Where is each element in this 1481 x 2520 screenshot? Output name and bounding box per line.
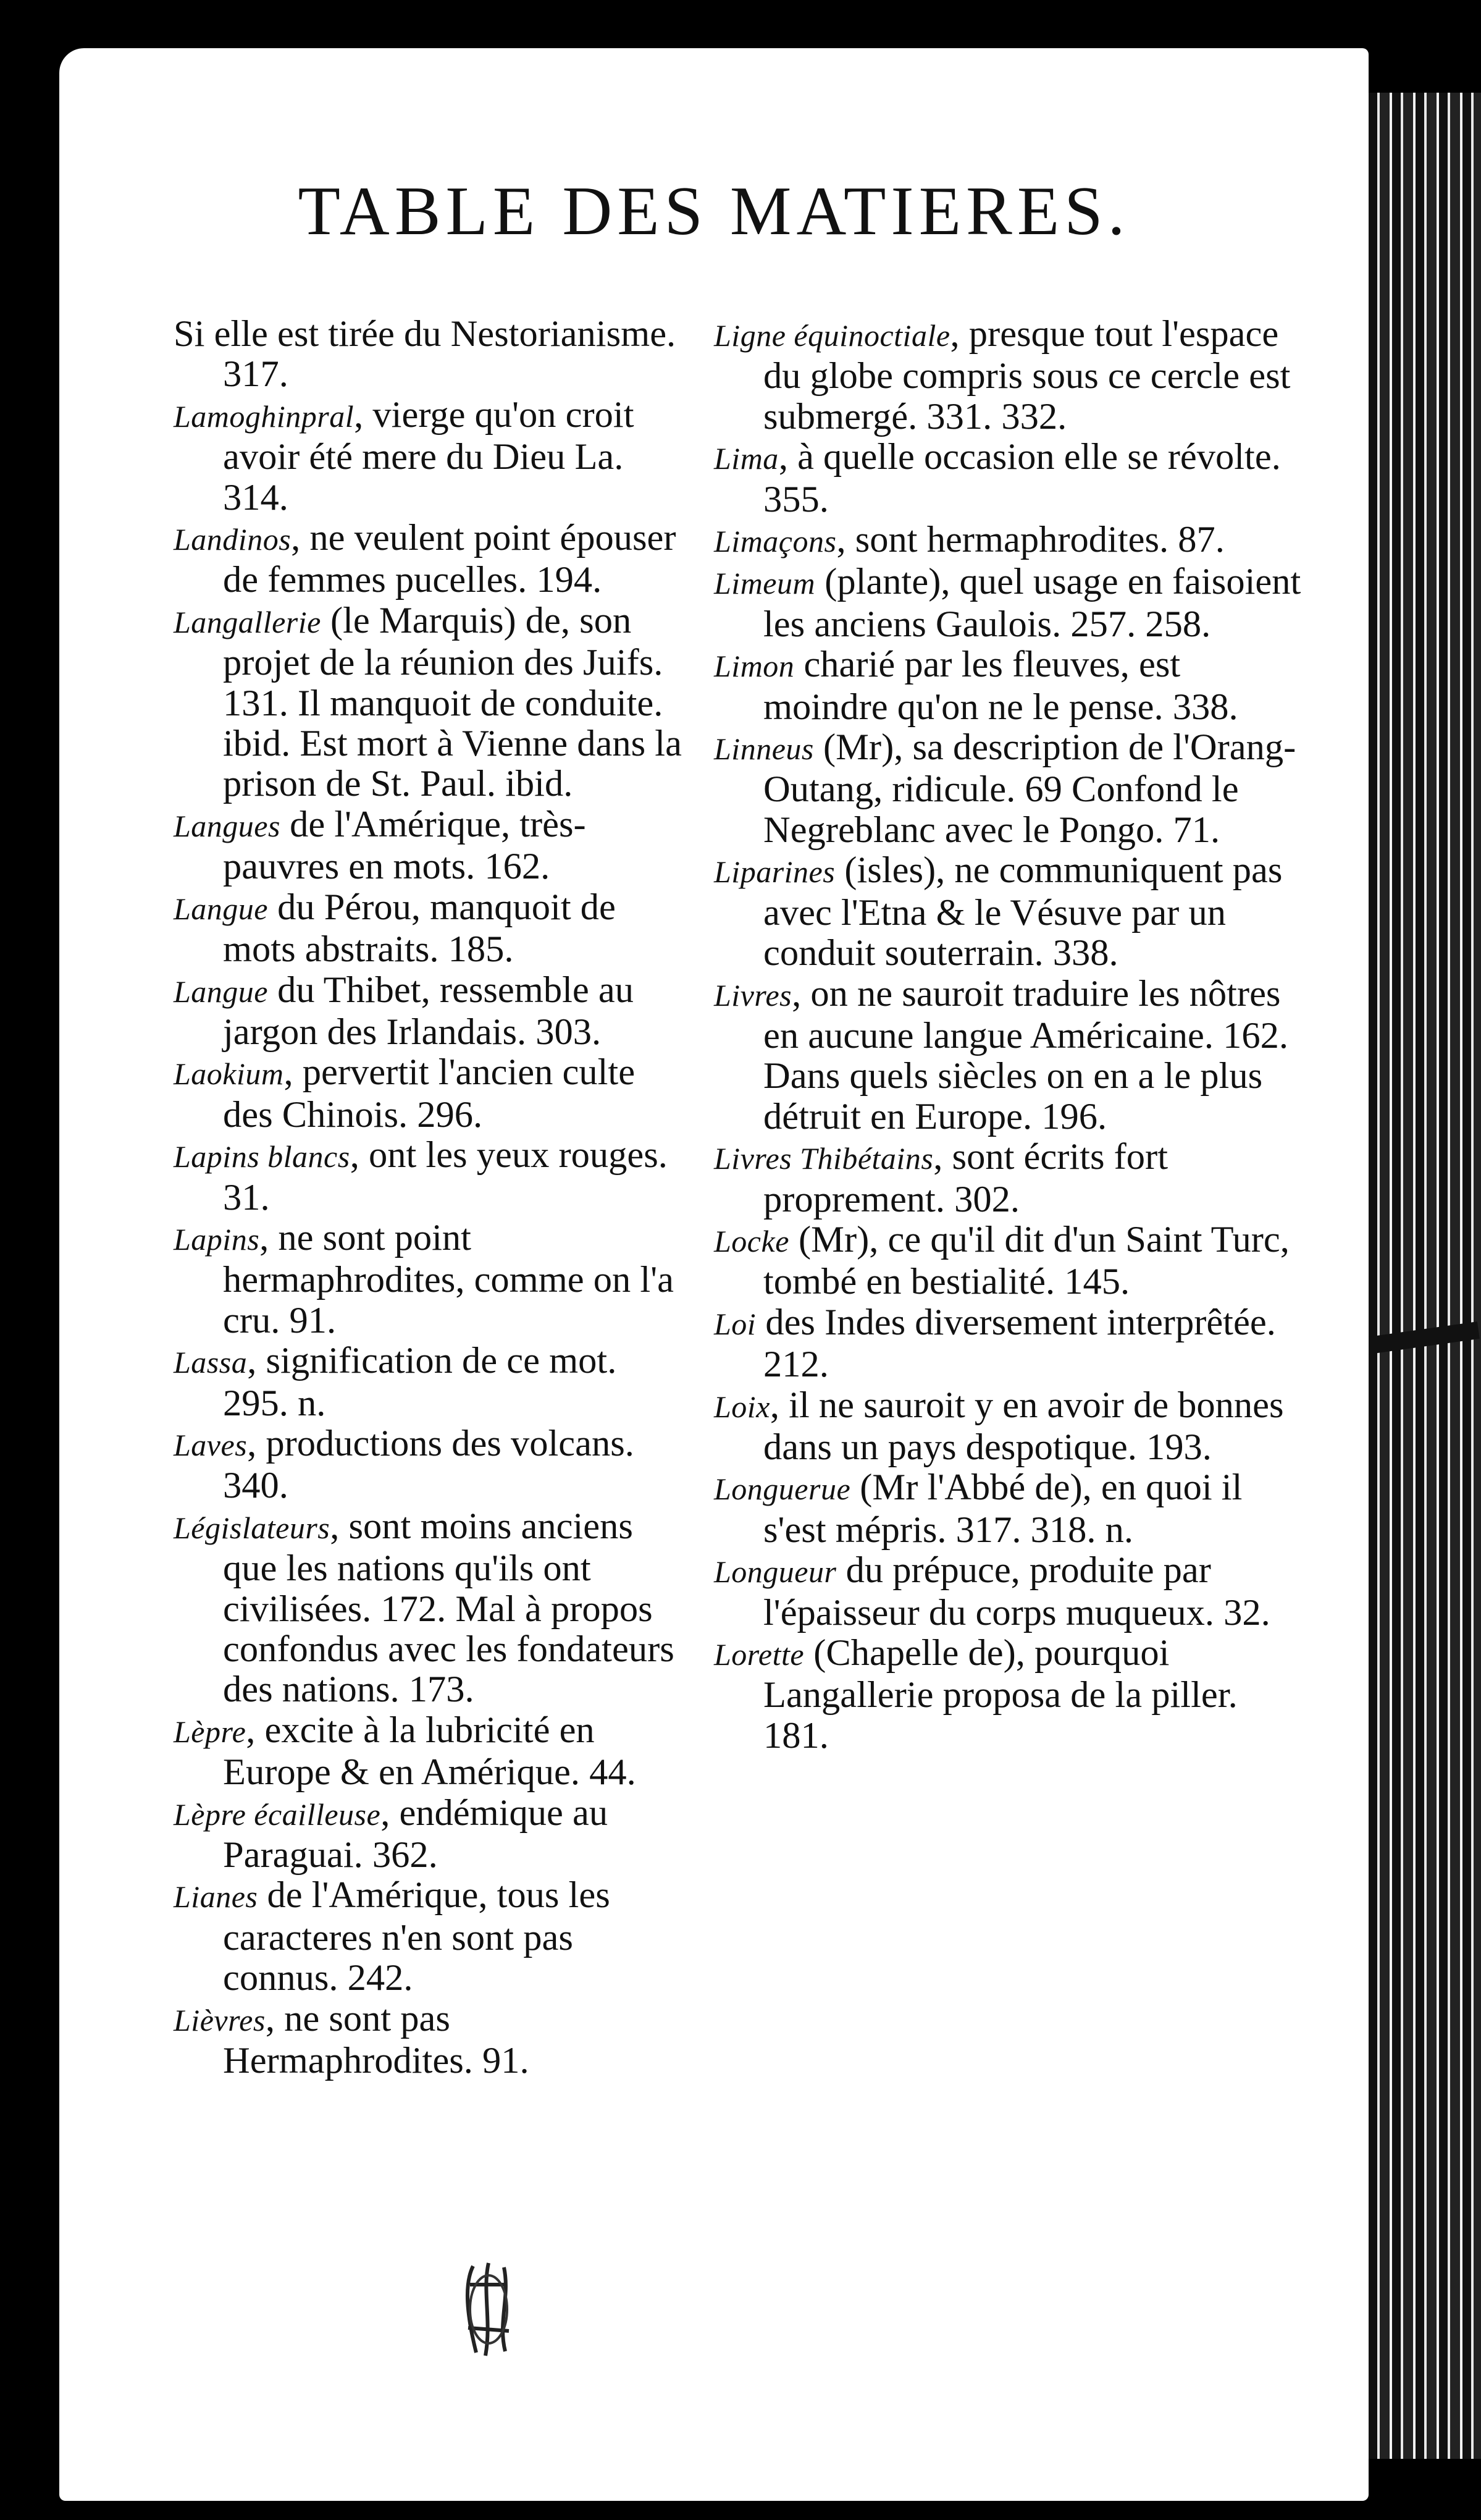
entry-headword: Loi bbox=[714, 1306, 757, 1341]
entry-headword: Linneus bbox=[714, 731, 814, 767]
entry-headword: Lianes bbox=[174, 1879, 258, 1915]
index-entry bbox=[174, 1341, 686, 1423]
entry-text: (Mr), ce qu'il dit d'un Saint Turc, tombé en bestialité. 145. bbox=[763, 1218, 1290, 1303]
entry-text: , sont moins anciens que les nations qu'ils ont civilisées. 172. Mal à propos confondus avec les fondateurs des nations. 173. bbox=[223, 1505, 674, 1711]
index-entry bbox=[174, 1710, 686, 1793]
entry-text: , excite à la lubricité en Europe & en Amérique. 44. bbox=[223, 1709, 636, 1793]
entry-text: , il ne sauroit y en avoir de bonnes dans un pays despotique. 193. bbox=[763, 1384, 1284, 1468]
entry-headword: Laves bbox=[174, 1427, 248, 1462]
index-column-right bbox=[714, 314, 1307, 1756]
index-entry bbox=[714, 974, 1307, 1137]
entry-text: Si elle est tirée du Nestorianisme. 317. bbox=[174, 313, 676, 395]
entry-text: (le Marquis) de, son projet de la réunion des Juifs. 131. Il manquoit de conduite. ibid. Est mort à Vienne dans la prison de St. Paul. ibid. bbox=[223, 599, 682, 805]
entry-text: (plante), quel usage en faisoient les anciens Gaulois. 257. 258. bbox=[763, 561, 1301, 645]
index-entry bbox=[714, 727, 1307, 850]
index-entry bbox=[714, 1550, 1307, 1633]
index-entry bbox=[714, 1633, 1307, 1756]
index-entry bbox=[714, 1220, 1307, 1302]
entry-text: , ont les yeux rouges. 31. bbox=[223, 1134, 668, 1218]
entry-headword: Lapins bbox=[174, 1221, 260, 1257]
entry-headword: Loix bbox=[714, 1389, 770, 1424]
index-entry bbox=[714, 562, 1307, 644]
index-entry bbox=[174, 1218, 686, 1341]
entry-headword: Longuerue bbox=[714, 1472, 851, 1507]
entry-headword: Limaçons bbox=[714, 524, 837, 559]
entry-text: , ne veulent point épouser de femmes pucelles. 194. bbox=[223, 517, 676, 601]
index-entry bbox=[174, 314, 686, 395]
index-entry bbox=[714, 644, 1307, 727]
index-entry bbox=[174, 1052, 686, 1135]
index-entry bbox=[174, 1423, 686, 1506]
index-entry bbox=[174, 1793, 686, 1876]
entry-headword: Locke bbox=[714, 1223, 789, 1258]
index-entry bbox=[174, 395, 686, 518]
entry-text: , vierge qu'on croit avoir été mere du Dieu La. 314. bbox=[223, 394, 634, 518]
book-page bbox=[59, 48, 1369, 2501]
entry-headword: Limon bbox=[714, 649, 795, 684]
entry-headword: Livres Thibétains bbox=[714, 1141, 934, 1176]
index-column-left bbox=[174, 314, 686, 2081]
page-edge-stack bbox=[1369, 93, 1481, 2459]
entry-text: du prépuce, produite par l'épaisseur du corps muqueux. 32. bbox=[763, 1549, 1270, 1633]
index-entry bbox=[714, 850, 1307, 973]
entry-headword: Lima bbox=[714, 441, 779, 476]
entry-headword: Longueur bbox=[714, 1554, 837, 1590]
entry-headword: Lamoghinpral bbox=[174, 398, 355, 434]
index-entry bbox=[174, 970, 686, 1053]
entry-text: de l'Amérique, tous les caracteres n'en sont pas connus. 242. bbox=[223, 1874, 610, 1999]
entry-text: , pervertit l'ancien culte des Chinois. 296. bbox=[223, 1051, 636, 1136]
entry-headword: Lapins blancs bbox=[174, 1139, 350, 1174]
entry-text: charié par les fleuves, est moindre qu'on ne le pense. 338. bbox=[763, 644, 1238, 728]
index-entry bbox=[714, 437, 1307, 520]
index-entry bbox=[714, 1137, 1307, 1220]
entry-text: , on ne sauroit traduire les nôtres en aucune langue Américaine. 162. Dans quels siècles on en a le plus détruit en Europe. 196. bbox=[763, 972, 1289, 1137]
entry-text: , à quelle occasion elle se révolte. 355. bbox=[763, 436, 1281, 520]
entry-headword: Lièvres bbox=[174, 2002, 266, 2037]
entry-headword: Landinos bbox=[174, 522, 292, 557]
printers-ornament-icon bbox=[461, 2260, 516, 2359]
entry-headword: Lorette bbox=[714, 1637, 805, 1672]
entry-headword: Liparines bbox=[714, 854, 836, 890]
entry-text: (Mr), sa description de l'Orang-Outang, ridicule. 69 Confond le Negreblanc avec le Pongo. 71. bbox=[763, 727, 1296, 851]
index-entry bbox=[174, 601, 686, 804]
entry-text: , ne sont pas Hermaphrodites. 91. bbox=[223, 1997, 529, 2082]
index-entry bbox=[714, 520, 1307, 562]
entry-headword: Laokium bbox=[174, 1056, 284, 1092]
entry-text: (Chapelle de), pourquoi Langallerie proposa de la piller. 181. bbox=[763, 1632, 1238, 1756]
entry-headword: Lèpre bbox=[174, 1714, 246, 1749]
entry-headword: Lèpre écailleuse bbox=[174, 1797, 381, 1832]
entry-text: du Thibet, ressemble au jargon des Irlandais. 303. bbox=[223, 969, 634, 1053]
entry-headword: Lassa bbox=[174, 1345, 248, 1380]
index-entry bbox=[714, 1302, 1307, 1385]
index-entry bbox=[174, 1875, 686, 1998]
entry-headword: Ligne équinoctiale bbox=[714, 318, 950, 353]
entry-text: , signification de ce mot. 295. n. bbox=[223, 1340, 617, 1424]
entry-headword: Limeum bbox=[714, 566, 816, 601]
index-entry bbox=[174, 1506, 686, 1710]
entry-text: , endémique au Paraguai. 362. bbox=[223, 1792, 608, 1876]
entry-text: , presque tout l'espace du globe compris sous ce cercle est submergé. 331. 332. bbox=[763, 313, 1291, 437]
index-entry bbox=[714, 1467, 1307, 1550]
entry-text: , sont hermaphrodites. 87. bbox=[836, 519, 1225, 561]
index-entry bbox=[174, 518, 686, 601]
entry-text: (isles), ne communiquent pas avec l'Etna & le Vésuve par un conduit souterrain. 338. bbox=[763, 849, 1283, 974]
entry-headword: Livres bbox=[714, 977, 792, 1013]
entry-text: , ne sont point hermaphrodites, comme on l'a cru. 91. bbox=[223, 1216, 674, 1341]
entry-headword: Langue bbox=[174, 891, 268, 926]
entry-text: de l'Amérique, très-pauvres en mots. 162. bbox=[223, 803, 586, 888]
entry-text: des Indes diversement interprêtée. 212. bbox=[756, 1301, 1276, 1386]
index-entry bbox=[174, 1135, 686, 1218]
entry-headword: Langue bbox=[174, 974, 268, 1009]
entry-headword: Langallerie bbox=[174, 604, 321, 639]
index-entry bbox=[714, 1385, 1307, 1468]
entry-text: , sont écrits fort proprement. 302. bbox=[763, 1136, 1168, 1220]
entry-text: du Pérou, manquoit de mots abstraits. 185. bbox=[223, 886, 616, 971]
scan-left-edge bbox=[0, 0, 59, 2520]
index-entry bbox=[174, 887, 686, 970]
running-head: TABLE DES MATIERES. bbox=[298, 173, 1130, 250]
index-entry bbox=[174, 1999, 686, 2081]
entry-text: (Mr l'Abbé de), en quoi il s'est mépris. 317. 318. n. bbox=[763, 1467, 1243, 1551]
index-entry bbox=[174, 804, 686, 887]
entry-text: , productions des volcans. 340. bbox=[223, 1422, 634, 1507]
entry-headword: Langues bbox=[174, 808, 280, 843]
index-entry bbox=[714, 314, 1307, 437]
entry-headword: Législateurs bbox=[174, 1510, 330, 1545]
